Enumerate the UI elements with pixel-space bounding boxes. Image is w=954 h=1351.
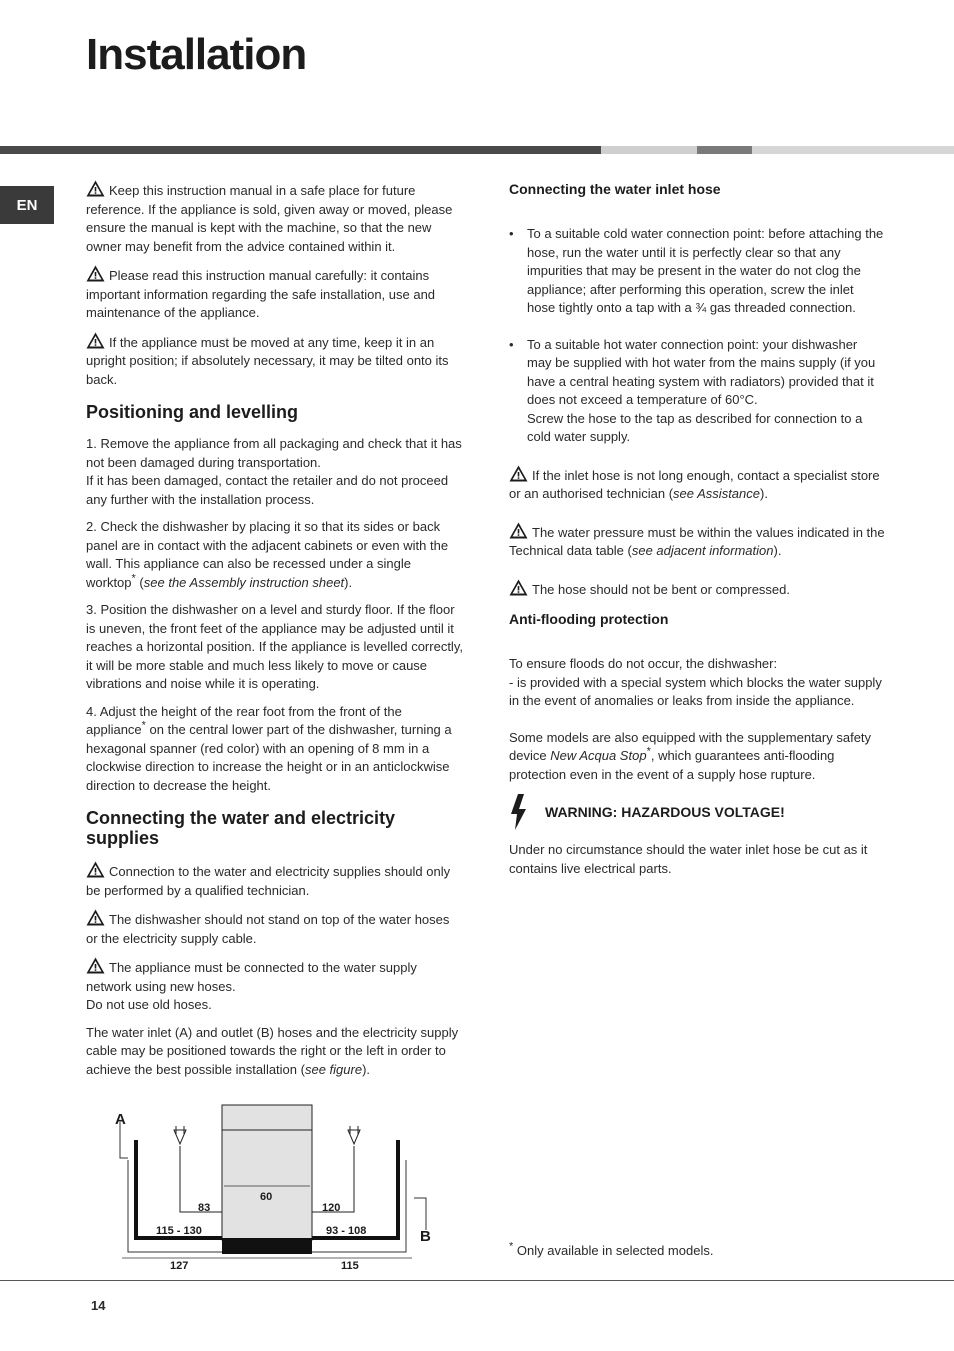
installation-figure: [108, 1100, 448, 1280]
voltage-warning: [509, 793, 885, 831]
positioning-step-4: 4. Adjust the height of the rear foot from the front of the appliance* on the central lower part of the dishwasher, turning a hexagonal spanner (red color) with an opening of 8 mm in a clockwise direction to increase the height or in an anticlockwise direction to decrease the height.: [86, 703, 452, 793]
label-b: B: [420, 1228, 431, 1245]
left-column: [86, 180, 463, 1088]
positioning-step-2: 2. Check the dishwasher by placing it so that its sides or back panel are in contact with the adjacent cabinets or even with the wall. This appliance can also be recessed under a single worktop* (see the Assembly instruction sheet).: [86, 519, 449, 590]
dishwasher-body: [222, 1105, 312, 1240]
dim-127: 127: [170, 1260, 189, 1272]
dim-115-130: 115 - 130: [156, 1225, 202, 1237]
inlet-warning: The hose should not be bent or compressed.: [509, 579, 885, 600]
positioning-step-1: 1. Remove the appliance from all packaging and check that it has not been damaged during transportation. If it has been damaged, contact the retailer and do not proceed any further with the installation process.: [86, 436, 462, 507]
footer-rule: [0, 1280, 954, 1281]
dishwasher-base: [222, 1238, 312, 1254]
header-bar-mid: [697, 146, 752, 154]
inlet-bullet-hot: • To a suitable hot water connection point: your dishwasher may be supplied with hot water from the mains supply (if you have a central heating system with radiators) provided that it does not exceed a temperature of 60°C. Screw the hose to the tap as described for connection to a cold water supply.: [509, 336, 876, 444]
tap-right-icon: [312, 1126, 360, 1212]
warning-icon: [86, 957, 105, 974]
supplies-warning: The appliance must be connected to the water supply network using new hoses. Do not use old hoses.: [86, 957, 463, 1015]
positioning-step-3: 3. Position the dishwasher on a level and sturdy floor. If the floor is uneven, the front feet of the appliance may be adjusted until it reaches a horizontal position. If the appliance is levelled correctly, it will be more stable and much less likely to move or cause vibrations and noise while it is operating.: [86, 602, 463, 691]
warning-icon: [509, 465, 528, 482]
voltage-text: Under no circumstance should the water inlet hose be cut as it contains live electrical parts.: [509, 842, 868, 876]
language-tab: EN: [0, 186, 54, 224]
footnote-mark: *: [131, 572, 136, 585]
footnote: * Only available in selected models.: [509, 1240, 714, 1258]
page-title: Installation: [86, 30, 307, 79]
bullet-dot: •: [509, 336, 514, 352]
dim-115: 115: [341, 1260, 359, 1272]
tap-left-icon: [174, 1126, 222, 1212]
inlet-heading: Connecting the water inlet hose: [509, 181, 721, 197]
header-bar-light: [601, 146, 697, 154]
antiflood-paragraph: To ensure floods do not occur, the dishwasher: - is provided with a special system which blocks the water supply in the event of anomalies or leaks from inside the appliance.: [509, 656, 882, 708]
hoses-paragraph: The water inlet (A) and outlet (B) hoses and the electricity supply cable may be positioned towards the right or the left in order to achieve the best possible installation (see figure).: [86, 1024, 459, 1077]
header-bar-light-end: [752, 146, 954, 154]
footnote-mark: *: [646, 745, 651, 758]
bullet-dot: •: [509, 226, 514, 241]
inlet-warning: The water pressure must be within the values indicated in the Technical data table (see adjacent information).: [509, 522, 885, 561]
inlet-warning: If the inlet hose is not long enough, contact a specialist store or an authorised technician (see Assistance).: [509, 465, 885, 504]
warning-icon: [86, 180, 105, 197]
intro-paragraph: If the appliance must be moved at any time, keep it in an upright position; if absolutely necessary, it may be tilted onto its back.: [86, 332, 463, 390]
warning-icon: [86, 861, 105, 878]
header-bar-dark: [0, 146, 601, 154]
intro-paragraph: Please read this instruction manual carefully: it contains important information regarding the safe installation, use and maintenance of the appliance.: [86, 265, 463, 323]
lightning-icon: [509, 793, 529, 831]
label-a: A: [115, 1111, 126, 1128]
footnote-mark: *: [509, 1240, 514, 1253]
inlet-bullet-cold: • To a suitable cold water connection point: before attaching the hose, run the water until it is perfectly clear so that any impurities that may be present in the water do not clog the appliance; after performing this operation, screw the inlet hose tightly onto a tap with a ¾ gas threaded connection.: [509, 226, 884, 315]
hose-b: [312, 1140, 398, 1238]
antiflood-paragraph: Some models are also equipped with the supplementary safety device New Acqua Stop*, which guarantees anti-flooding protection even in the event of a supply hose rupture.: [509, 729, 872, 782]
page-number: 14: [91, 1298, 106, 1313]
intro-paragraph: Keep this instruction manual in a safe place for future reference. If the appliance is sold, given away or moved, please ensure the manual is kept with the machine, so that the new owner may benefit from the advice contained within it.: [86, 180, 463, 256]
warning-icon: [509, 522, 528, 539]
voltage-warning-label: WARNING: HAZARDOUS VOLTAGE!: [545, 803, 785, 820]
dim-60: 60: [260, 1191, 273, 1203]
positioning-heading: Positioning and levelling: [86, 402, 299, 422]
dim-83: 83: [198, 1202, 211, 1214]
right-column: [509, 180, 885, 887]
dim-120: 120: [322, 1202, 341, 1214]
warning-icon: [86, 909, 105, 926]
dim-93-108: 93 - 108: [326, 1225, 367, 1237]
supplies-warning: Connection to the water and electricity supplies should only be performed by a qualified technician.: [86, 861, 463, 900]
footnote-mark: *: [141, 719, 146, 732]
bracket-b: [414, 1198, 426, 1230]
antiflood-heading: Anti-flooding protection: [509, 611, 669, 627]
supplies-warning: The dishwasher should not stand on top of the water hoses or the electricity supply cable.: [86, 909, 463, 948]
warning-icon: [509, 579, 528, 596]
warning-icon: [86, 265, 105, 282]
hose-a: [136, 1140, 222, 1238]
supplies-heading: Connecting the water and electricity supplies: [86, 808, 396, 848]
warning-icon: [86, 332, 105, 349]
